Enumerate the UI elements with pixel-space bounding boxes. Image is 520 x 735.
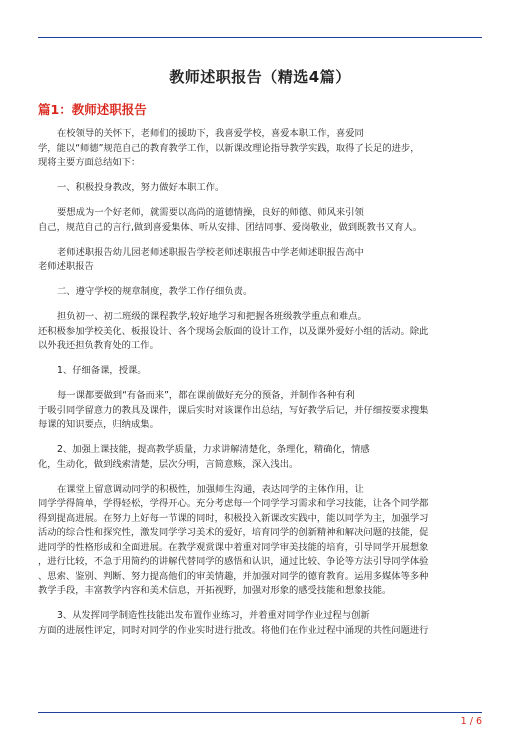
text-line: 还积极参加学校美化、板报设计、各个现场会版面的设计工作，以及课外爱好小组的活动。除此 xyxy=(38,325,429,337)
text-line: 方面的进展性评定，同时对同学的作业实时进行批改。将他们在作业过程中涌现的共性问题进行 xyxy=(38,624,429,636)
text-line: 1、仔细备课，授课。 xyxy=(57,365,147,376)
paragraph xyxy=(38,443,482,472)
text-line: 学，能以“师德”规范自己的教育教学工作，以新课改理论指导教学实践，取得了长足的进步， xyxy=(38,142,420,154)
text-line: 一、积极投身教改，努力做好本职工作。 xyxy=(57,182,225,193)
text-line: 、思索、鉴别、判断、努力提高他们的审美情趣，并加强对同学的德育教育。运用多媒体等多种 xyxy=(38,570,429,582)
paragraph xyxy=(38,285,482,300)
text-line: 在课堂上留意调动同学的积极性，加强师生沟通，表达同学的主体作用，让 xyxy=(57,483,364,495)
header-rule xyxy=(38,37,482,38)
paragraph xyxy=(38,127,482,171)
paragraph xyxy=(38,310,482,354)
text-line: 教学手段，丰富教学内容和美术信息，开拓视野，加强对形象的感受技能和想象技能。 xyxy=(38,585,392,596)
text-line: 于吸引同学留意力的教具及课件，课后实时对该课作出总结，写好教学后记，并仔细按要求搜集 xyxy=(38,404,429,416)
footer-rule xyxy=(38,712,482,713)
text-line: 活动的综合性和探究性，激发同学学习美术的爱好，培育同学的创新精神和解决问题的技能，促 xyxy=(38,527,429,538)
text-line: 3、从发挥同学制造性技能出发布置作业练习，并着重对同学作业过程与创新 xyxy=(57,610,370,621)
text-line: 得到提高进展。在努力上好每一节课的同时，积极投入新课改实践中，能以同学为主，加强学习 xyxy=(38,512,429,524)
document-body xyxy=(38,127,482,649)
text-line: 自己，规范自己的言行,做到喜爱集体、听从安排、团结同事、爱岗敬业，做到既教书又育人。 xyxy=(38,221,423,233)
text-line: 要想成为一个好老师，就需要以高尚的道德情操，良好的师德、师风来引领 xyxy=(57,207,364,218)
text-line: 二、遵守学校的规章制度，教学工作仔细负责。 xyxy=(57,286,253,297)
text-line: 担负初一、初二班级的课程教学,较好地学习和把握各班级教学重点和难点。 xyxy=(57,311,367,322)
section-heading: 篇1：教师述职报告 xyxy=(38,102,147,117)
paragraph xyxy=(38,364,482,379)
text-line: 现将主要方面总结如下： xyxy=(38,157,141,168)
paragraph xyxy=(38,206,482,235)
paragraph xyxy=(38,389,482,433)
paragraph xyxy=(38,181,482,196)
text-line: 每一课都要做到“有备而来”，都在课前做好充分的预备，并制作各种有利 xyxy=(57,390,355,401)
text-line: 化，生动化，做到线索清楚，层次分明，言简意赅，深入浅出。 xyxy=(38,458,299,470)
page-number: 1 / 6 xyxy=(460,716,482,727)
paragraph xyxy=(38,483,482,599)
text-line: 进同学的性格形成和全面进展。在教学观赏课中着重对同学审美技能的培育，引导同学开展想象 xyxy=(38,541,429,553)
document-title: 教师述职报告（精选4篇） xyxy=(169,68,351,86)
text-line: ，进行比较，不急于用简约的讲解代替同学的感悟和认识，通过比较、争论等方法引导同学体验 xyxy=(38,556,429,567)
text-line: 同学学得简单，学得轻松，学得开心。充分考虑每一个同学学习需求和学习技能，让各个同学都 xyxy=(38,498,429,509)
text-line: 每课的知识要点，归纳成集。 xyxy=(38,419,159,430)
text-line: 老师述职报告幼儿园老师述职报告学校老师述职报告中学老师述职报告高中 xyxy=(57,246,364,258)
paragraph xyxy=(38,246,482,275)
text-line: 2、加强上课技能，提高教学质量，力求讲解清楚化，条理化，精确化，情感 xyxy=(57,444,370,455)
text-line: 以外我还担负教育处的工作。 xyxy=(38,340,159,351)
text-line: 老师述职报告 xyxy=(38,261,94,272)
paragraph xyxy=(38,609,482,638)
text-line: 在校领导的关怀下，老师们的援助下，我喜爱学校，喜爱本职工作，喜爱同 xyxy=(57,128,364,139)
